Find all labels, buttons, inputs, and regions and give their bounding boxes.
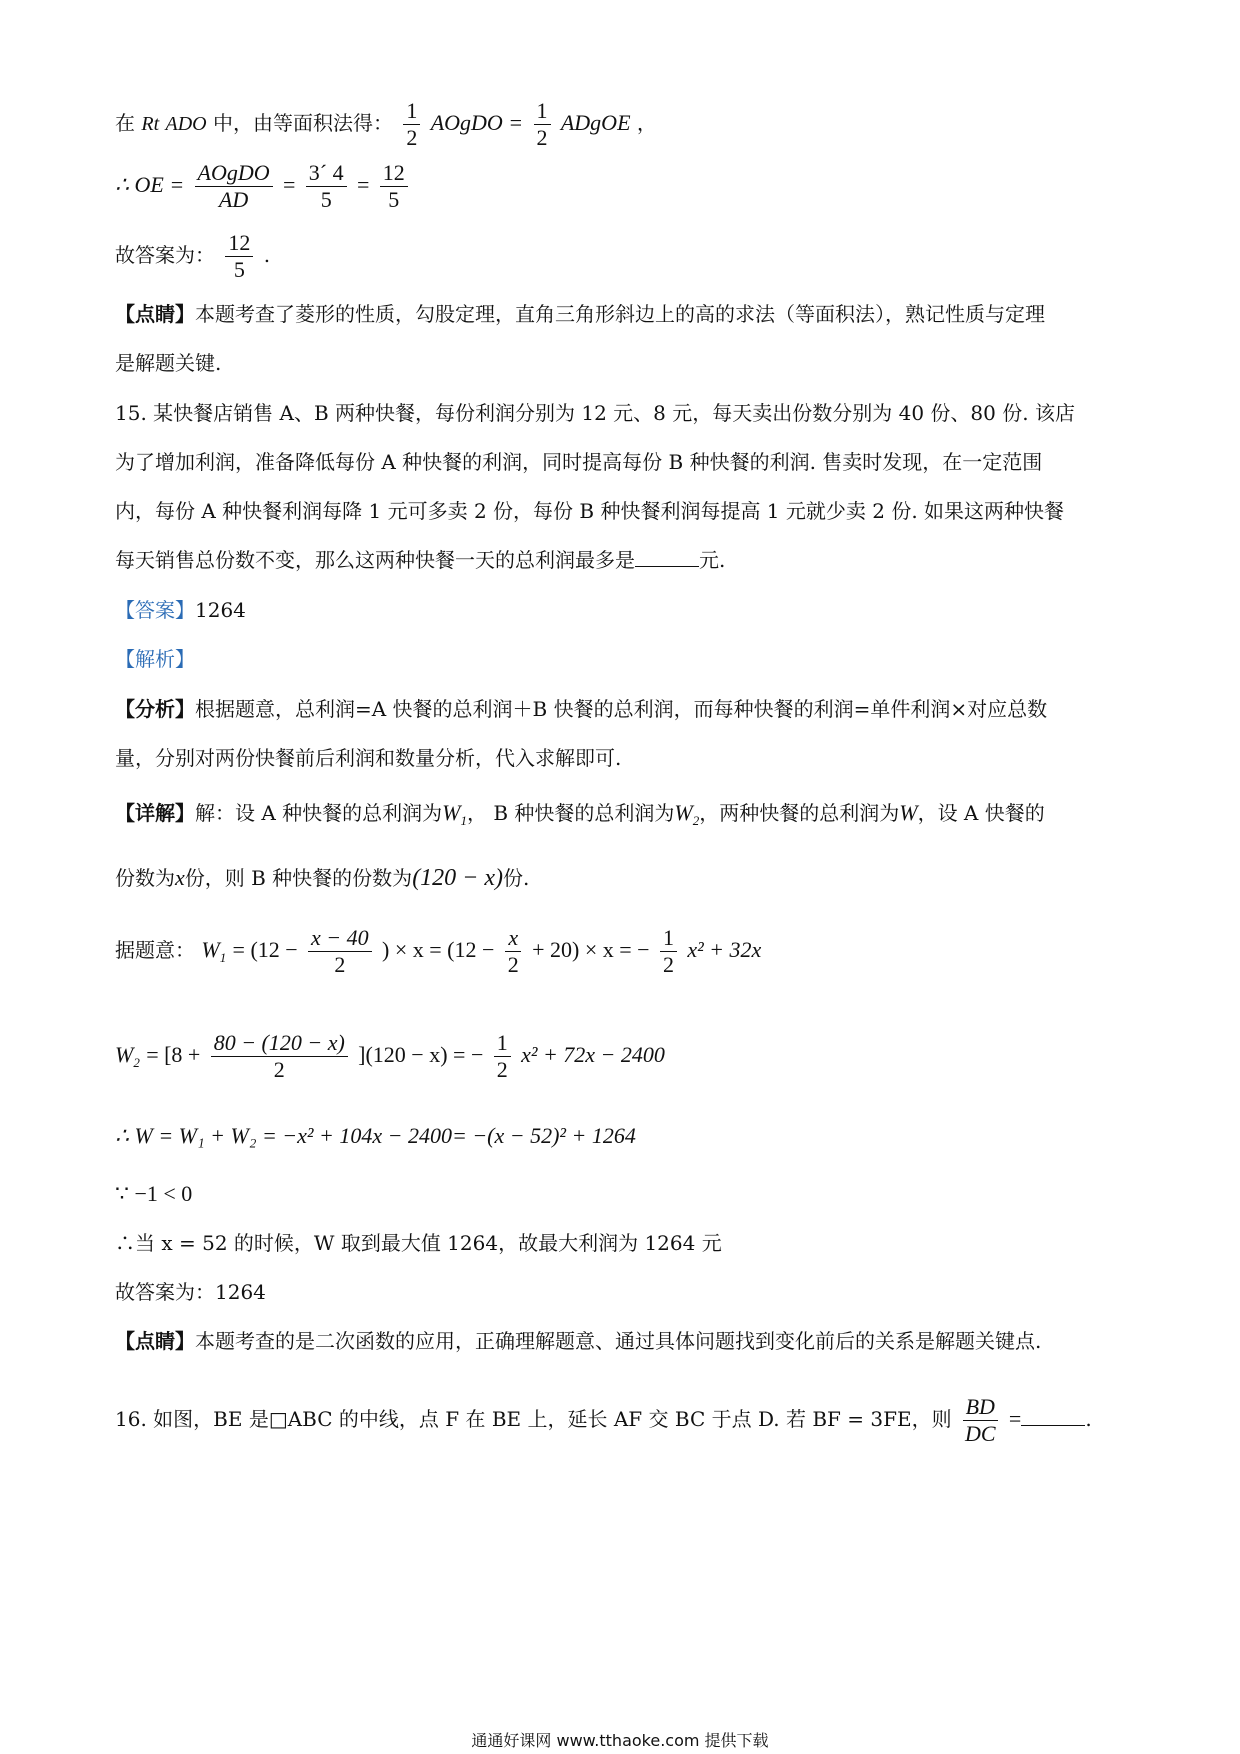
xiangjie-line-b: 份数为x份，则 B 种快餐的份数为(120 − x)份.: [115, 865, 530, 891]
text: .: [263, 243, 271, 267]
math-rt: Rt: [141, 113, 160, 135]
text: ，: [636, 111, 657, 135]
fraction: $\frac{1}{2}$: [494, 1030, 511, 1083]
equation-condition: ∵ −1 < 0: [115, 1181, 193, 1206]
text: 根据题意，总利润=A 快餐的总利润＋B 快餐的总利润，而每种快餐的利润=单件利润×对应总数: [195, 697, 1048, 721]
dianjing-tag: 【点睛】: [115, 302, 195, 326]
text: 中，由等面积法得：: [212, 111, 393, 135]
fraction: $\frac{3´ 4}{5}$: [306, 160, 347, 213]
xiangjie-line-a: 【详解】解：设 A 种快餐的总利润为$W_1$， B 种快餐的总利润为$W_2$，两种快餐的总利润为W，设 A 快餐的: [115, 800, 1045, 828]
dianjing-1-line-b: [115, 349, 221, 377]
fenxi-line-a: [115, 695, 1047, 723]
q15-line-d: [115, 546, 725, 574]
math: =: [283, 172, 296, 197]
text: 16. 如图，BE 是□ABC 的中线，点 F 在 BE 上，延长 AF 交 BC 于点 D. 若 BF = 3FE，则: [115, 1407, 952, 1431]
q15-line-a: 15. 某快餐店销售 A、B 两种快餐，每份利润分别为 12 元、8 元，每天卖出份数分别为 40 份、80 份. 该店: [115, 401, 1075, 425]
text: 元.: [699, 548, 726, 572]
fraction: $\frac{12}{5}$: [380, 160, 408, 213]
equation-w-total: ∴ W = W₁ + W₂ = −x² + 104x − 2400= −(x − 52)² + 1264: [115, 1123, 636, 1148]
math-ado: ADO: [165, 113, 207, 135]
math: =: [356, 172, 370, 197]
line-answer-1: [115, 230, 270, 283]
text: 是解题关键.: [115, 351, 222, 375]
fraction: $\frac{80 - (120 - x)}{2}$: [211, 1030, 348, 1083]
fenxi-tag: 【分析】: [115, 697, 195, 721]
line-answer-2: 故答案为：1264: [115, 1280, 266, 1304]
answer-value: 1264: [195, 598, 246, 622]
text: 在: [115, 111, 135, 135]
fenxi-line-b: 量，分别对两份快餐前后利润和数量分析，代入求解即可.: [115, 746, 622, 770]
fraction: $\frac{BD}{DC}$: [962, 1394, 999, 1447]
text: 本题考查的是二次函数的应用，正确理解题意、通过具体问题找到变化前后的关系是解题关键点.: [195, 1329, 1042, 1353]
answer-line: [115, 596, 246, 624]
footer: 通通好课网 www.tthaoke.com 提供下载: [471, 1731, 769, 1750]
math: ADgOE: [560, 110, 631, 135]
line-conclusion: ∴当 x = 52 的时候，W 取到最大值 1264，故最大利润为 1264 元: [115, 1231, 722, 1255]
text: 据题意：: [115, 938, 195, 962]
jiexi-line: [115, 645, 195, 673]
line-equal-area: [115, 98, 657, 151]
fraction: $\frac{x}{2}$: [505, 925, 522, 978]
dianjing-1-line-a: [115, 300, 1045, 328]
fraction: $\frac{12}{5}$: [225, 230, 253, 283]
jiexi-tag: 【解析】: [115, 647, 195, 671]
fraction: $\frac{1}{2}$: [403, 98, 420, 151]
fraction: $\frac{x - 40}{2}$: [308, 925, 372, 978]
fraction: $\frac{1}{2}$: [534, 98, 551, 151]
text: 每天销售总份数不变，那么这两种快餐一天的总利润最多是: [115, 548, 635, 572]
text: 本题考查了菱形的性质，勾股定理，直角三角形斜边上的高的求法（等面积法），熟记性质与定理: [195, 302, 1045, 326]
text: 故答案为：: [115, 243, 215, 267]
q16-line: 16. 如图，BE 是□ABC 的中线，点 F 在 BE 上，延长 AF 交 BC 于点 D. 若 BF = 3FE，则 $\frac{BD}{DC}$ = .: [115, 1394, 1092, 1446]
answer-tag: 【答案】: [115, 598, 195, 622]
math: AOgDO =: [430, 110, 524, 135]
q15-line-b: 为了增加利润，准备降低每份 A 种快餐的利润，同时提高每份 B 种快餐的利润. 售卖时发现，在一定范围: [115, 450, 1043, 474]
equation-w2: $W_2 = [8$ + $\frac{80 - (120 - x)}{2}$ ](120 − x) = − $\frac{1}{2}$ x² + 72x − 2400: [115, 1030, 665, 1082]
fraction: $\frac{\text{AOgDO}}{AD}$: [195, 160, 273, 213]
math: ∴ OE =: [115, 172, 185, 197]
dianjing-2-line: [115, 1327, 1041, 1355]
xiangjie-tag: 【详解】: [115, 801, 195, 825]
answer-blank: [1021, 1405, 1085, 1426]
line-oe: [115, 160, 412, 213]
equation-w1: 据题意： $W_1 = (12$ − $\frac{x - 40}{2}$ ) × x = (12 − $\frac{x}{2}$ + 20) × x = − $\frac{1}{2}$ x² + 32x: [115, 925, 762, 977]
q15-line-c: 内，每份 A 种快餐利润每降 1 元可多卖 2 份，每份 B 种快餐利润每提高 1 元就少卖 2 份. 如果这两种快餐: [115, 499, 1065, 523]
answer-blank: [635, 546, 699, 567]
fraction: $\frac{1}{2}$: [660, 925, 677, 978]
dianjing-tag: 【点睛】: [115, 1329, 195, 1353]
